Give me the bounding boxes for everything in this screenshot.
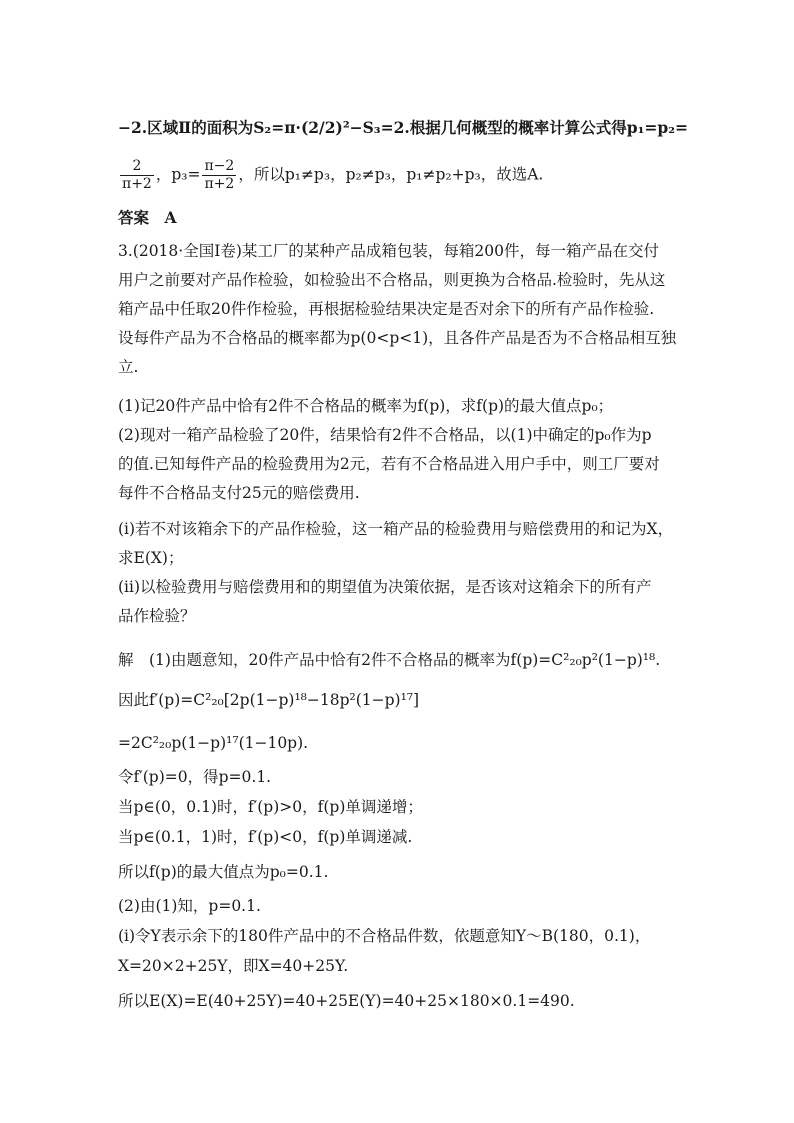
text-line: 的值.已知每件产品的检验费用为2元，若有不合格品进入用户手中，则工厂要对 — [118, 455, 660, 473]
text-line: 所以f(p)的最大值点为p₀=0.1. — [118, 863, 329, 881]
text-line: 立. — [118, 358, 139, 376]
fraction-numerator: π−2 — [204, 158, 235, 174]
text-line: (ⅰ)令Y表示余下的180件产品中的不合格品件数，依题意知Y～B(180，0.1)， — [118, 927, 651, 945]
text-line: (2)由(1)知，p=0.1. — [118, 897, 261, 915]
text-line: X=20×2+25Y，即X=40+25Y. — [118, 957, 349, 975]
text-line-fractions — [118, 158, 688, 193]
text-run: ，所以p₁≠p₃，p₂≠p₃，p₁≠p₂+p₃，故选A. — [238, 165, 544, 184]
fraction-numerator: 2 — [120, 158, 154, 176]
text-line: 当p∈(0，0.1)时，f′(p)>0，f(p)单调递增； — [118, 798, 423, 816]
text-line: 因此f′(p)=C²₂₀[2p(1−p)¹⁸−18p²(1−p)¹⁷] — [118, 691, 420, 709]
text-line: 求E(X)； — [118, 549, 184, 567]
fraction — [202, 158, 236, 193]
fraction-denominator: π+2 — [204, 176, 235, 192]
text-line: 每件不合格品支付25元的赔偿费用. — [118, 484, 360, 502]
text-line: −2.区域Ⅱ的面积为S₂=π·(2/2)²−S₃=2.根据几何概型的概率计算公式得p₁=p₂= — [118, 118, 688, 137]
fraction-denominator: π+2 — [122, 176, 152, 192]
text-line: (ⅰ)若不对该箱余下的产品作检验，这一箱产品的检验费用与赔偿费用的和记为X， — [118, 520, 674, 538]
text-line: 用户之前要对产品作检验，如检验出不合格品，则更换为合格品.检验时，先从这 — [118, 271, 666, 289]
text-line: 所以E(X)=E(40+25Y)=40+25E(Y)=40+25×180×0.1=490. — [118, 992, 575, 1010]
text-line: 3.(2018·全国Ⅰ卷)某工厂的某种产品成箱包装，每箱200件，每一箱产品在交付 — [118, 242, 659, 260]
text-run: ，p₃= — [155, 165, 201, 184]
solution-line: 解 (1)由题意知，20件产品中恰有2件不合格品的概率为f(p)=C²₂₀p²(1−p)¹⁸. — [118, 651, 661, 669]
text-line: (1)记20件产品中恰有2件不合格品的概率为f(p)，求f(p)的最大值点p₀； — [118, 397, 614, 415]
fraction — [120, 158, 154, 193]
text-line: 令f′(p)=0，得p=0.1. — [118, 768, 272, 786]
text-line: (2)现对一箱产品检验了20件，结果恰有2件不合格品，以(1)中确定的p₀作为p — [118, 426, 652, 444]
text-line: 设每件产品为不合格品的概率都为p(0<p<1)，且各件产品是否为不合格品相互独 — [118, 329, 677, 347]
text-line: 箱产品中任取20件作检验，再根据检验结果决定是否对余下的所有产品作检验. — [118, 300, 655, 318]
text-line: 品作检验？ — [118, 607, 196, 625]
text-line: =2C²₂₀p(1−p)¹⁷(1−10p). — [118, 734, 309, 752]
text-line: (ⅱ)以检验费用与赔偿费用和的期望值为决策依据，是否该对这箱余下的所有产 — [118, 578, 652, 596]
answer-line: 答案 A — [118, 208, 177, 227]
text-line: 当p∈(0.1，1)时，f′(p)<0，f(p)单调递减. — [118, 828, 413, 846]
